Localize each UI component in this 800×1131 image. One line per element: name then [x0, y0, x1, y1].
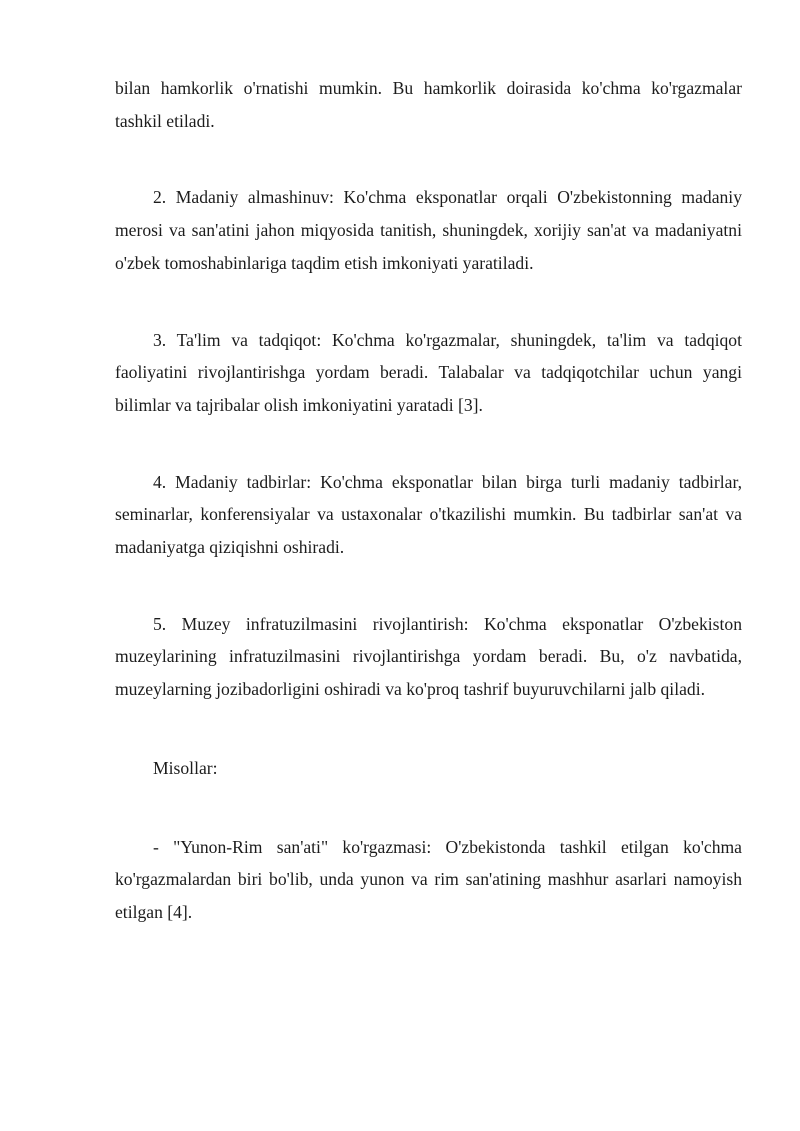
examples-heading: Misollar:	[153, 757, 218, 778]
document-body	[115, 72, 742, 929]
paragraph-cultural-exchange: 2. Madaniy almashinuv: Ko'chma eksponatlar orqali O'zbekistonning madaniy merosi va san'atini jahon miqyosida tanitish, shuningdek, xorijiy san'at va madaniyatni o'zbek tomoshabinlariga taqdim etish imkoniyati yaratiladi.	[115, 187, 742, 273]
paragraph-education-research: 3. Ta'lim va tadqiqot: Ko'chma ko'rgazmalar, shuningdek, ta'lim va tadqiqot faoliyatini rivojlantirishga yordam beradi. Talabalar va tadqiqotchilar uchun yangi bilimlar va tajribalar olish imkoniyatini yaratadi [3].	[115, 329, 742, 415]
paragraph-example-greco-roman: - "Yunon-Rim san'ati" ko'rgazmasi: O'zbekistonda tashkil etilgan ko'chma ko'rgazmalardan biri bo'lib, unda yunon va rim san'atining mashhur asarlari namoyish etilgan [4].	[115, 836, 742, 922]
paragraph-museum-infrastructure: 5. Muzey infratuzilmasini rivojlantirish: Ko'chma eksponatlar O'zbekiston muzeylarining infratuzilmasini rivojlantirishga yordam beradi. Bu, o'z navbatida, muzeylarning jozibadorligini oshiradi va ko'proq tashrif buyuruvchilarni jalb qiladi.	[115, 613, 742, 700]
paragraph-continuation: bilan hamkorlik o'rnatishi mumkin. Bu hamkorlik doirasida ko'chma ko'rgazmalar tashkil etiladi.	[115, 78, 742, 131]
paragraph-cultural-events: 4. Madaniy tadbirlar: Ko'chma eksponatlar bilan birga turli madaniy tadbirlar, seminarlar, konferensiyalar va ustaxonalar o'tkazilishi mumkin. Bu tadbirlar san'at va madaniyatga qiziqishni oshiradi.	[115, 471, 742, 558]
